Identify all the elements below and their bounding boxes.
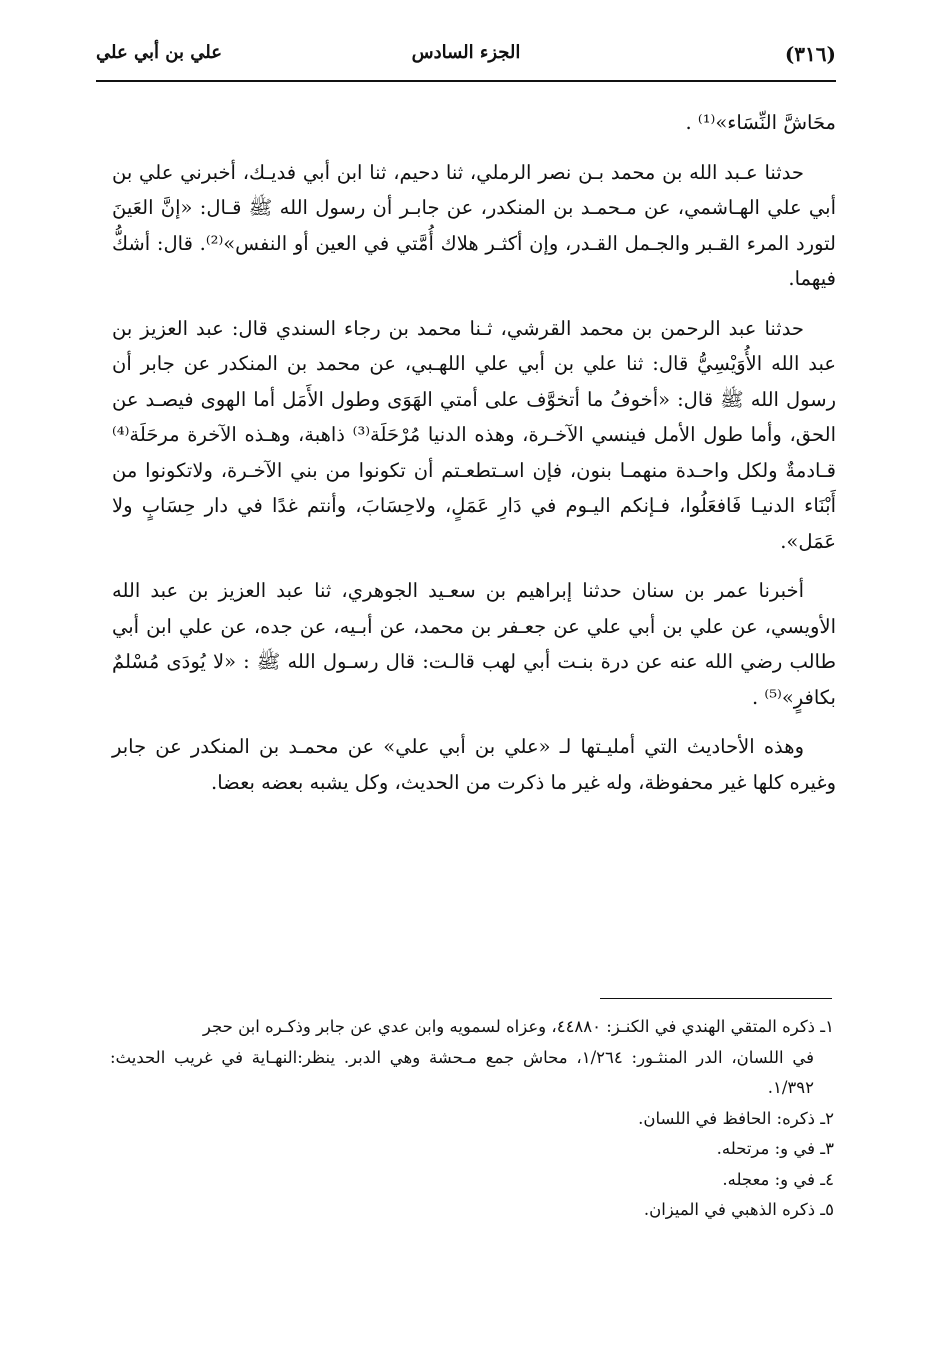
page-number: (٣١٦) bbox=[784, 42, 836, 66]
footnote-4: ٤ـ في و: معجله. bbox=[722, 1169, 834, 1189]
footnote-1-continuation: في اللسان، الدر المنثـور: ١/٢٦٤، محاش جمع مـحشة وهي الدبر. ينظر:النهـاية في غريب الحديث: ١/٣٩٢. bbox=[110, 1047, 814, 1097]
main-text bbox=[112, 105, 836, 814]
footnote-1 bbox=[110, 1012, 834, 1104]
paragraph-4: أخبرنا عمر بن سنان حدثنا إبراهيم بن سعـيد الجوهري، ثنا عبد العزيز بن عبد الله الأويسي، عن علي بن أبي علي عن جعـفر بن محمد، عن أبـيه، عن جده، عن علي ابن أبي طالب رضي الله عنه عن درة بنـت أبي لهب قالـت: قال رسـول الله ﷺ : «لا يُودَى مُسْلمٌ بكافرٍ»⁽⁵⁾ . bbox=[112, 579, 836, 709]
footnotes bbox=[110, 1012, 834, 1226]
footnote-divider bbox=[600, 998, 832, 999]
book-title: علي بن أبي علي bbox=[96, 42, 222, 63]
paragraph-2: حدثنا عـبد الله بن محمد بـن نصر الرملي، ثنا دحيم، ثنا ابن أبي فديـك، أخبرني علي بن أبي علي الهـاشمي، عن مـحمـد بن المنكدر، عن جابـر أن رسول الله ﷺ قـال: «إنَّ العَينَ لتورد المرء القـبر والجـمل القـدر، وإن أكثـر هلاك أُمَّتي في العين أو النفس»⁽²⁾. قال: أشكُّ فيهما. bbox=[112, 160, 836, 290]
footnote-5: ٥ـ ذكره الذهبي في الميزان. bbox=[643, 1200, 834, 1219]
page-header bbox=[96, 38, 836, 82]
footnote-1-first-line: ١ـ ذكره المتقي الهندي في الكنـز: ٤٤٨٨٠، وعزاه لسمويه وابن عدي عن جابر وذكـره ابن حجر bbox=[202, 1017, 834, 1036]
running-title: الجزء السادس bbox=[411, 42, 521, 63]
paragraph-3: حدثنا عبد الرحمن بن محمد القرشي، ثـنا محمد بن رجاء السندي قال: عبد العزيز بن عبد الله الأُوَيْسِيُّ قال: ثنا علي بن أبي علي اللهـبي، عن محمد بن المنكدر عن جابر أن رسول الله ﷺ قال: «أخوفُ ما أتخوَّف على أمتي الهَوَى وطول الأَمَل أما الهوى فيصـد عن الحق، وأما طول الأمل فينسي الآخـرة، وهذه الدنيا مُرْحَلَة⁽³⁾ ذاهبة، وهـذه الآخرة مرحَلَة⁽⁴⁾ قـادمةٌ ولكل واحـدة منهمـا بنون، فإن اسـتطعـتم أن تكونوا من بني الآخـرة، ولاتكونوا من أَبْنَاء الدنيـا فَافعَلُوا، فـإنكم اليـوم في دَارِ عَمَلٍ، ولاحِسَابَ، وأنتم غدًا في دار حِسَابٍ ولا عَمَل». bbox=[112, 316, 836, 553]
paragraph-5: وهذه الأحاديث التي أمليـتها لـ «علي بن أبي علي» عن محمـد بن المنكدر عن جابر وغيره كلها غير محفوظة، وله غير ما ذكرت من الحديث، وكل يشبه بعضه بعضا. bbox=[112, 735, 836, 794]
footnote-2: ٢ـ ذكره: الحافظ في اللسان. bbox=[638, 1108, 834, 1128]
paragraph-1: محَاشَّ النِّسَاء»⁽¹⁾ . bbox=[685, 111, 836, 134]
header-rule bbox=[96, 80, 836, 82]
footnote-3: ٣ـ في و: مرتحله. bbox=[716, 1139, 834, 1158]
